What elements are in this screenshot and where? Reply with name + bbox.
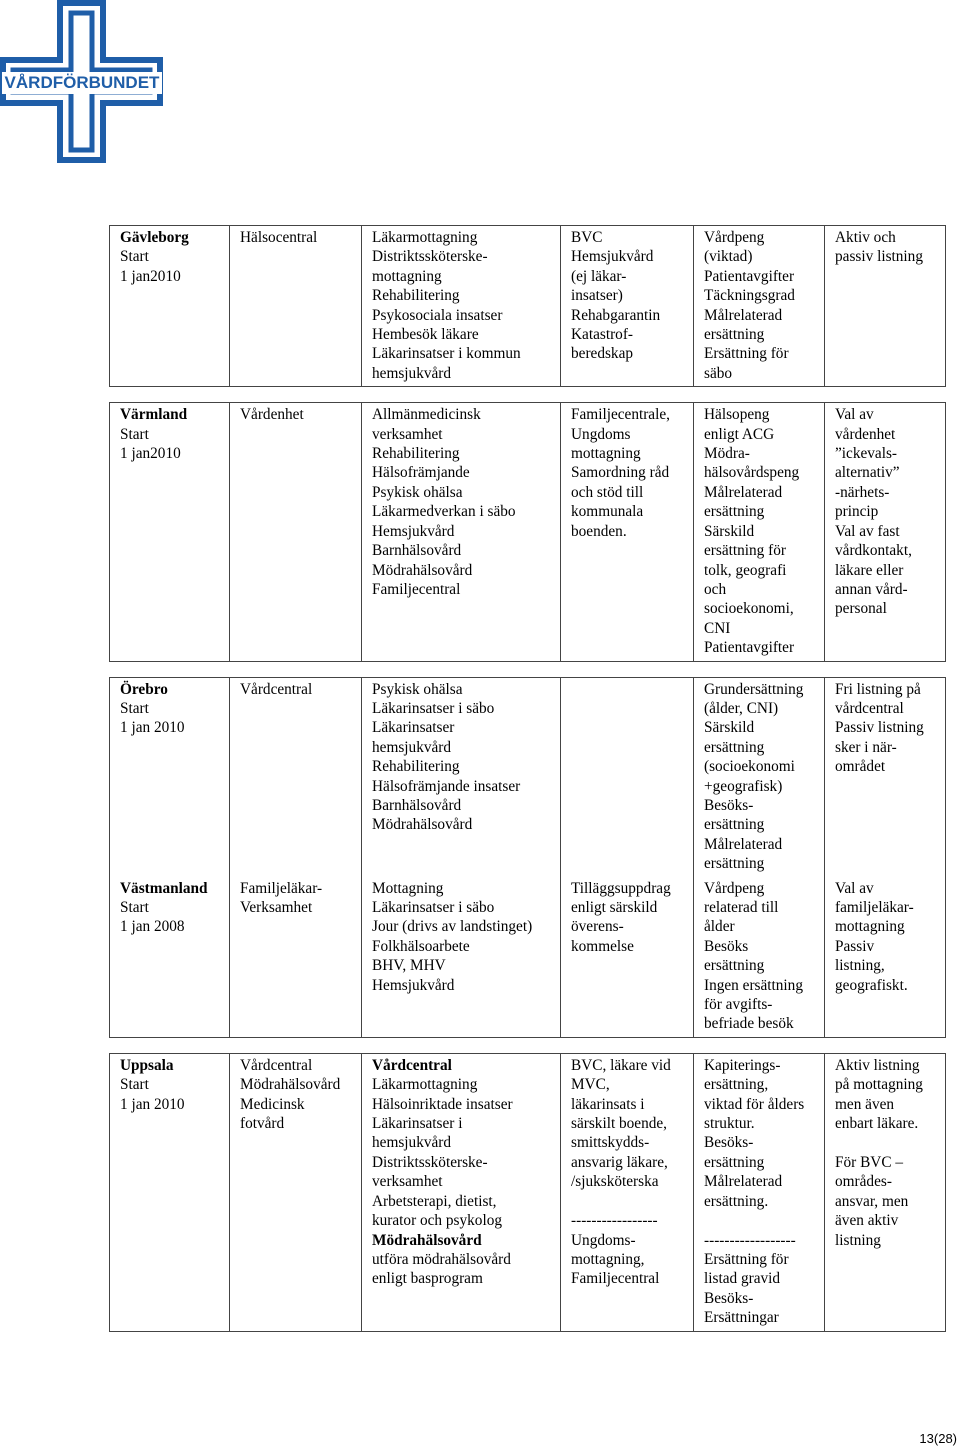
table-row xyxy=(110,1053,946,1331)
content-heading: Mödrahälsovård xyxy=(372,1231,482,1249)
start-date: Start 1 jan 2010 xyxy=(120,1076,185,1113)
start-date: Start 1 jan2010 xyxy=(120,248,181,285)
listing-cell: Fri listning på vårdcentral Passiv listning sker i när- området xyxy=(825,677,946,877)
payment-cell: Vårdpeng relaterad till ålder Besöks ersättning Ingen ersättning för avgifts- befriade besök xyxy=(694,877,825,1038)
start-date: Start 1 jan 2010 xyxy=(120,699,185,737)
listing-cell: Val av familjeläkar- mottagning Passiv listning, geografiskt. xyxy=(825,877,946,1038)
content-text: Läkarmottagning Hälsoinriktade insatser Läkarinsatser i hemsjukvård Distriktssköterske- verksamhet Arbetsterapi, dietist, kurator och psykolog xyxy=(372,1076,513,1230)
listing-cell: Val av vårdenhet ”ickevals- alternativ” -närhets- princip Val av fast vårdkontakt, läkare eller annan vård- personal xyxy=(825,403,946,661)
content-cell xyxy=(362,1053,561,1331)
payment-cell: Vårdpeng (viktad) Patientavgifter Täckningsgrad Målrelaterad ersättning Ersättning för säbo xyxy=(694,226,825,387)
region-name: Uppsala xyxy=(120,1056,174,1074)
row-gap xyxy=(110,387,946,403)
content-cell: Mottagning Läkarinsatser i säbo Jour (drivs av landstinget) Folkhälsoarbete BHV, MHV Hemsjukvård xyxy=(362,877,561,1038)
extra-cell: Tilläggsuppdrag enligt särskild överens- kommelse xyxy=(561,877,694,1038)
table-row xyxy=(110,403,946,661)
row-gap xyxy=(110,661,946,677)
region-cell xyxy=(110,226,230,387)
logo-wordmark: VÅRDFÖRBUNDET xyxy=(2,72,162,94)
payment-cell: Hälsopeng enligt ACG Mödra- hälsovårdspeng Målrelaterad ersättning Särskild ersättning för tolk, geografi och socioekonomi, CNI Patientavgifter xyxy=(694,403,825,661)
extra-cell: BVC, läkare vid MVC, läkarinsats i särskilt boende, smittskydds- ansvarig läkare, /sjuksköterska ----------------- Ungdoms- mottagning, Familjecentral xyxy=(561,1053,694,1331)
region-cell xyxy=(110,877,230,1038)
content-cell: Psykisk ohälsa Läkarinsatser i säbo Läkarinsatser hemsjukvård Rehabilitering Hälsofrämjande insatser Barnhälsovård Mödrahälsovård xyxy=(362,677,561,877)
extra-cell: BVC Hemsjukvård (ej läkar- insatser) Rehabgarantin Katastrof- beredskap xyxy=(561,226,694,387)
region-name: Örebro xyxy=(120,680,168,698)
extra-cell: Familjecentrale, Ungdoms mottagning Samordning råd och stöd till kommunala boenden. xyxy=(561,403,694,661)
content-cell: Allmänmedicinsk verksamhet Rehabilitering Hälsofrämjande Psykisk ohälsa Läkarmedverkan i säbo Hemsjukvård Barnhälsovård Mödrahälsovård Familjecentral xyxy=(362,403,561,661)
unit-cell: Vårdenhet xyxy=(230,403,362,661)
content-text: utföra mödrahälsovård enligt basprogram xyxy=(372,1250,511,1288)
region-name: Västmanland xyxy=(120,879,208,897)
unit-cell: Vårdcentral xyxy=(230,677,362,877)
region-cell xyxy=(110,1053,230,1331)
payment-cell: Kapiterings- ersättning, viktad för ålders struktur. Besöks- ersättning Målrelaterad ersättning. ------------------ Ersättning för listad gravid Besöks- Ersättningar xyxy=(694,1053,825,1331)
region-cell xyxy=(110,677,230,877)
unit-cell: Familjeläkar- Verksamhet xyxy=(230,877,362,1038)
extra-cell xyxy=(561,677,694,877)
start-date: Start 1 jan2010 xyxy=(120,425,181,463)
page-number: 13(28) xyxy=(919,1431,957,1446)
region-name: Värmland xyxy=(120,406,188,424)
unit-cell: Vårdcentral Mödrahälsovård Medicinsk fotvård xyxy=(230,1053,362,1331)
region-name: Gävleborg xyxy=(120,229,189,246)
start-date: Start 1 jan 2008 xyxy=(120,899,185,936)
row-gap xyxy=(110,1037,946,1053)
content-heading: Vårdcentral xyxy=(372,1056,452,1074)
care-model-table xyxy=(109,225,946,1332)
payment-cell: Grundersättning (ålder, CNI) Särskild ersättning (socioekonomi +geografisk) Besöks- ersättning Målrelaterad ersättning xyxy=(694,677,825,877)
listing-cell: Aktiv listning på mottagning men även enbart läkare. För BVC – områdes- ansvar, men även aktiv listning xyxy=(825,1053,946,1331)
content-cell: Läkarmottagning Distriktssköterske- mottagning Rehabilitering Psykosociala insatser Hembesök läkare Läkarinsatser i kommun hemsjukvård xyxy=(362,226,561,387)
unit-cell: Hälsocentral xyxy=(230,226,362,387)
vardforbundet-logo xyxy=(0,0,165,165)
listing-cell: Aktiv och passiv listning xyxy=(825,226,946,387)
table-row xyxy=(110,226,946,387)
table-row xyxy=(110,677,946,877)
table-row xyxy=(110,877,946,1038)
region-cell xyxy=(110,403,230,661)
